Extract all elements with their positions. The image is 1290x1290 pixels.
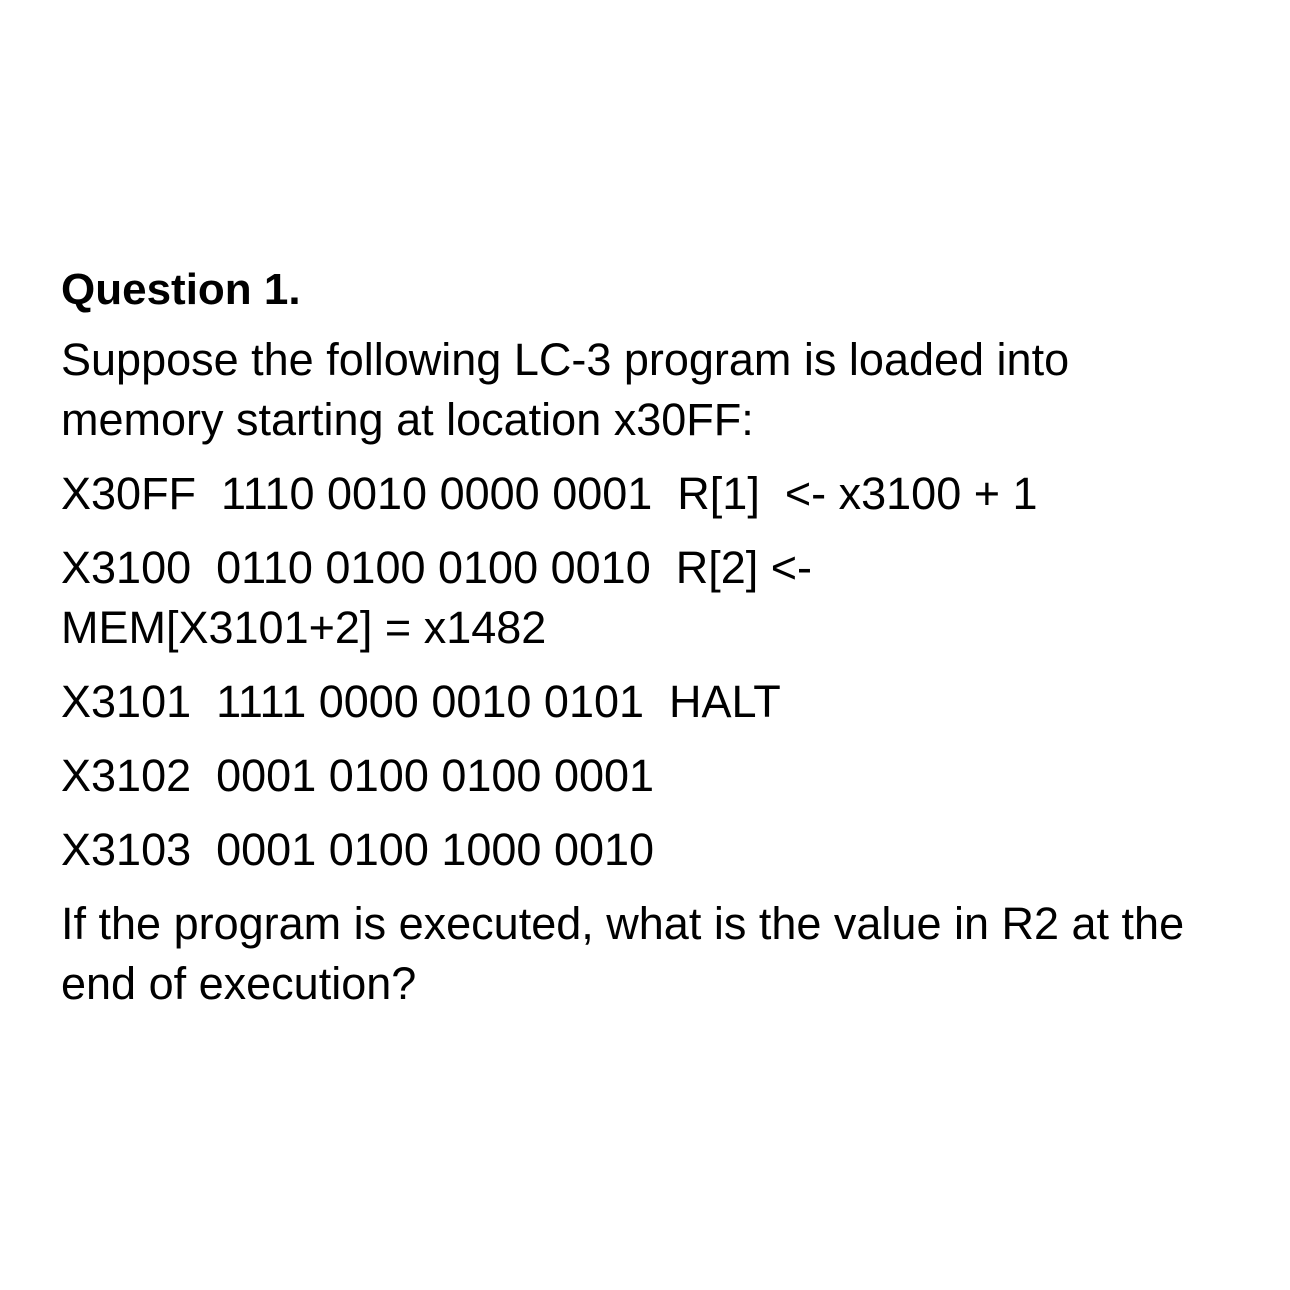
question-prompt: If the program is executed, what is the value in R2 at the end of execution?: [61, 898, 1185, 1009]
program-line: X3102 0001 0100 0100 0001: [61, 750, 655, 801]
program-line: X3100 0110 0100 0100 0010 R[2] <- MEM[X3101+2] = x1482: [61, 542, 825, 653]
question-document: [61, 262, 1241, 1028]
program-line: X3103 0001 0100 1000 0010: [61, 824, 655, 875]
question-title: Question 1.: [61, 265, 301, 314]
question-intro: Suppose the following LC-3 program is loaded into memory starting at location x30FF:: [61, 334, 1070, 445]
program-line: X3101 1111 0000 0010 0101 HALT: [61, 676, 781, 727]
program-line: X30FF 1110 0010 0000 0001 R[1] <- x3100 + 1: [61, 468, 1038, 519]
